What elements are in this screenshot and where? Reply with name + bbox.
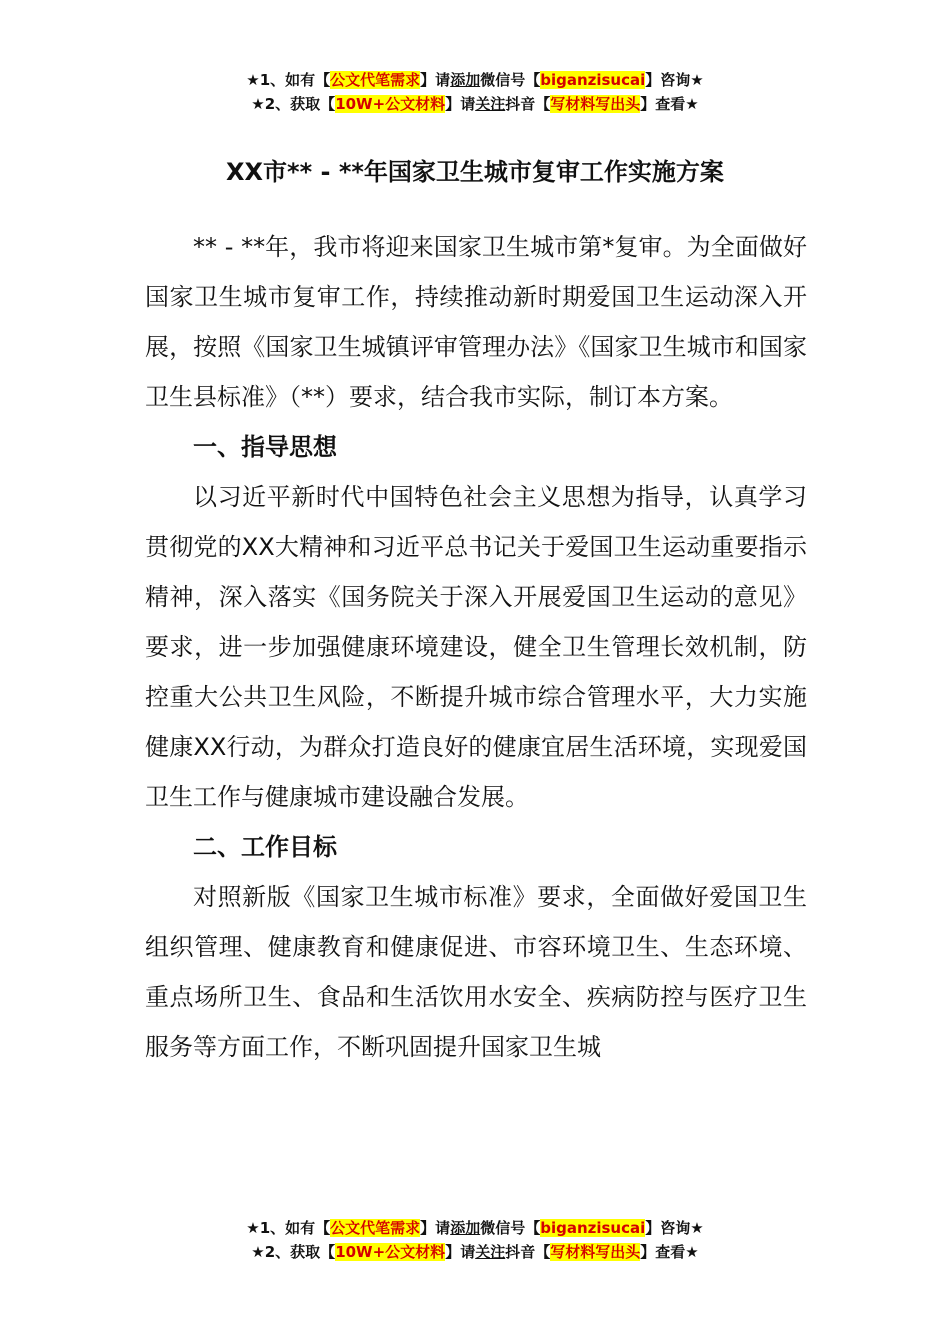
banner-text: 】请: [420, 1219, 451, 1237]
banner-line-2: [0, 92, 950, 116]
banner-text: 】请: [445, 1243, 476, 1261]
banner-text: 】查看★: [640, 1243, 699, 1261]
banner-text: ★2、获取【: [251, 1243, 336, 1261]
banner-underlined-text: 关注: [475, 1243, 506, 1261]
banner-text: ★2、获取【: [251, 95, 336, 113]
header-banner: [0, 68, 950, 116]
banner-text: 】咨询★: [645, 1219, 704, 1237]
banner-highlight-service: 公文代笔需求: [330, 71, 421, 89]
banner-text: 】咨询★: [645, 71, 704, 89]
banner-highlight-douyin: 写材料写出头: [550, 1243, 641, 1261]
banner-text: 微信号【: [480, 1219, 541, 1237]
banner-highlight-materials: 10W+公文材料: [335, 95, 446, 113]
footer-banner: [0, 1216, 950, 1264]
banner-highlight-wechat-id: biganzisucai: [540, 71, 646, 89]
work-goals-paragraph: 对照新版《国家卫生城市标准》要求，全面做好爱国卫生组织管理、健康教育和健康促进、市容环境卫生、生态环境、重点场所卫生、食品和生活饮用水安全、疾病防控与医疗卫生服务等方面工作，不断巩固提升国家卫生城: [145, 883, 807, 1061]
banner-underlined-text: 添加: [450, 1219, 481, 1237]
banner-text: 】请: [420, 71, 451, 89]
banner-line-1: [0, 1216, 950, 1240]
section-heading-work-goals: 二、工作目标: [193, 833, 337, 861]
banner-underlined-text: 关注: [475, 95, 506, 113]
banner-text: 微信号【: [480, 71, 541, 89]
guiding-ideology-paragraph: 以习近平新时代中国特色社会主义思想为指导，认真学习贯彻党的XX大精神和习近平总书记关于爱国卫生运动重要指示精神，深入落实《国务院关于深入开展爱国卫生运动的意见》要求，进一步加强健康环境建设，健全卫生管理长效机制，防控重大公共卫生风险，不断提升城市综合管理水平，大力实施健康XX行动，为群众打造良好的健康宜居生活环境，实现爱国卫生工作与健康城市建设融合发展。: [145, 483, 807, 811]
banner-text: 】查看★: [640, 95, 699, 113]
banner-text: 抖音【: [505, 1243, 551, 1261]
banner-underlined-text: 添加: [450, 71, 481, 89]
banner-line-2: [0, 1240, 950, 1264]
banner-highlight-materials: 10W+公文材料: [335, 1243, 446, 1261]
banner-line-1: [0, 68, 950, 92]
banner-highlight-douyin: 写材料写出头: [550, 95, 641, 113]
banner-text: ★1、如有【: [246, 71, 331, 89]
banner-text: ★1、如有【: [246, 1219, 331, 1237]
banner-highlight-service: 公文代笔需求: [330, 1219, 421, 1237]
document-body: [145, 222, 807, 1072]
banner-text: 抖音【: [505, 95, 551, 113]
section-heading-guiding-ideology: 一、指导思想: [193, 433, 337, 461]
document-title: XX市** - **年国家卫生城市复审工作实施方案: [226, 158, 724, 186]
banner-text: 】请: [445, 95, 476, 113]
intro-paragraph: ** - **年，我市将迎来国家卫生城市第*复审。为全面做好国家卫生城市复审工作，持续推动新时期爱国卫生运动深入开展，按照《国家卫生城镇评审管理办法》《国家卫生城市和国家卫生县标准》（**）要求，结合我市实际，制订本方案。: [145, 233, 807, 411]
banner-highlight-wechat-id: biganzisucai: [540, 1219, 646, 1237]
